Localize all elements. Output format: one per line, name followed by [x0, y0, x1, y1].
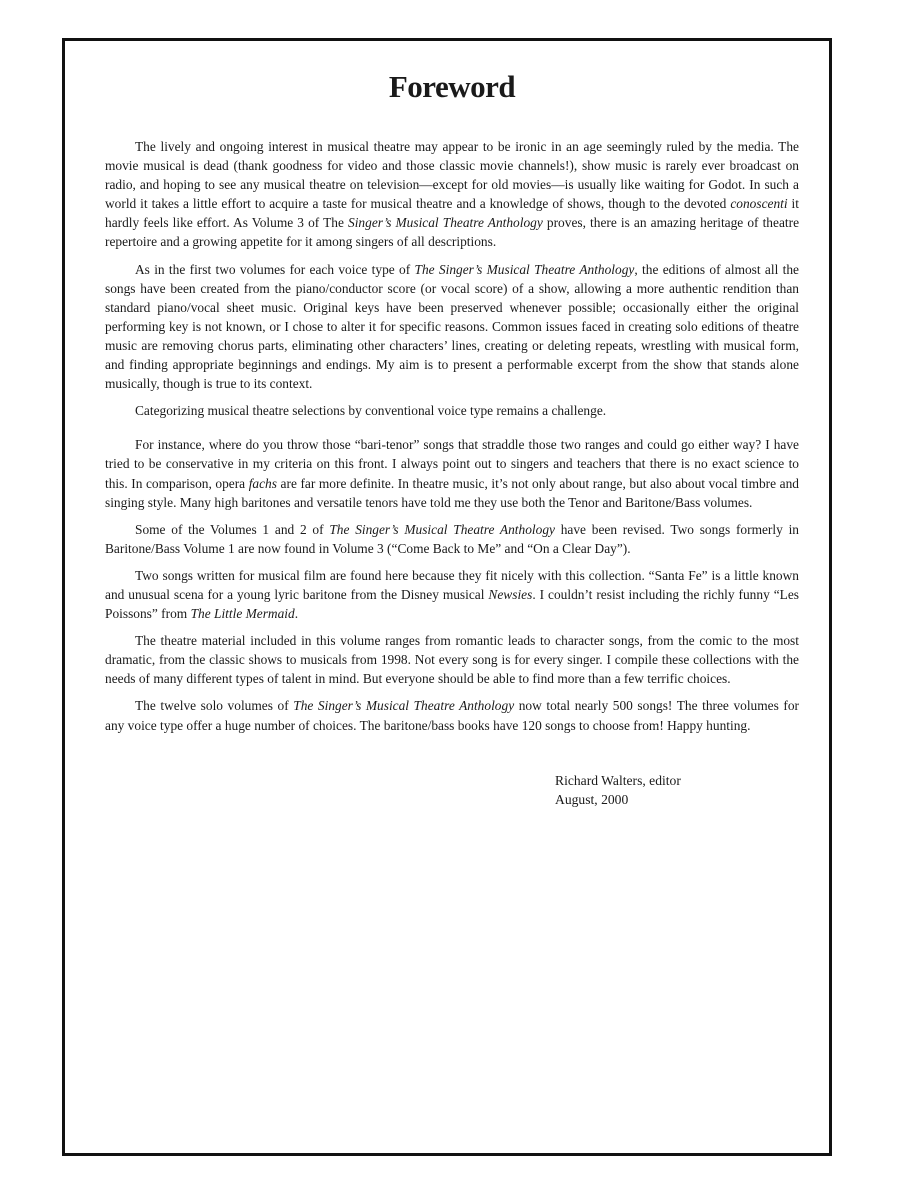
italic-title: The Little Mermaid: [190, 606, 295, 622]
paragraph-6: [105, 566, 799, 623]
paragraph-2: [105, 260, 799, 394]
text-run: .: [294, 606, 299, 622]
text-run: The lively and ongoing interest in musical theatre may appear to be ironic in an age seemingly ruled by the media. The movie musical is dead (thank goodness for video and those classic movie channels!), show music is rarely ever broadcast on radio, and hoping to see any musical theatre on television—except for old movies—is usually like waiting for Godot. In such a world it takes a little effort to acquire a taste for musical theatre and a knowledge of shows, though to the devoted: [105, 139, 799, 212]
signature-block: [555, 771, 799, 809]
paragraph-4: [105, 435, 799, 511]
italic-title: The Singer’s Musical Theatre Anthology: [414, 261, 635, 277]
page-title: Foreword: [388, 69, 516, 104]
italic-title: Singer’s Musical Theatre Anthology: [348, 215, 543, 231]
paragraph-1: [105, 137, 799, 252]
text-run: have been revised. Two songs formerly in Baritone/Bass Volume 1 are now found in Volume 3 (“Come Back to Me” and “On a Clear Day”).: [105, 521, 799, 556]
italic-title: conoscenti: [730, 196, 788, 212]
text-run: Two songs written for musical film are found here because they fit nicely with this collection. “Santa Fe” is a little known and unusual scena for a young lyric baritone from the Disney musical: [105, 567, 799, 602]
text-run: now total nearly 500 songs! The three volumes for any voice type offer a huge number of choices. The baritone/bass books have 120 songs to choose from! Happy hunting.: [105, 698, 800, 733]
signature-name: Richard Walters, editor: [555, 772, 681, 788]
text-run: Some of the Volumes 1 and 2 of: [135, 521, 330, 537]
text-run: . I couldn’t resist including the richly funny “Les Poissons” from: [105, 586, 799, 622]
signature-date: August, 2000: [555, 791, 629, 807]
italic-title: The Singer’s Musical Theatre Anthology: [329, 521, 555, 537]
italic-title: The Singer’s Musical Theatre Anthology: [293, 698, 515, 714]
text-run: Categorizing musical theatre selections by conventional voice type remains a challenge.: [135, 403, 607, 419]
paragraph-7: [105, 631, 799, 688]
text-run: , the editions of almost all the songs have been created from the piano/conductor score (or vocal score) of a show, allowing a more authentic rendition than standard piano/vocal sheet music. Original keys have been preserved whenever possible; occasionally either the original performing key is not known, or I chose to alter it for specific reasons. Common issues faced in creating solo editions of theatre music are removing chorus parts, eliminating other characters’ lines, creating or deleting repeats, wrestling with musical form, and finding appropriate beginnings and endings. My aim is to present a performable excerpt from the show that stands alone musically, though is true to its context.: [105, 261, 799, 392]
foreword-content: [105, 67, 799, 809]
paragraph-8: [105, 696, 799, 734]
text-run: The twelve solo volumes of: [135, 698, 294, 714]
text-run: For instance, where do you throw those “bari-tenor” songs that straddle those two ranges and could go either way? I have tried to be conservative in my criteria on this front. I always point out to singers and teachers that there is no exact science to this. In comparison, opera: [105, 437, 799, 491]
text-run: it hardly feels like effort. As Volume 3 of The: [105, 196, 799, 231]
text-run: are far more definite. In theatre music, it’s not only about range, but also about vocal timbre and singing style. Many high baritones and versatile tenors have told me they use both the Tenor and Baritone/Bass volumes.: [105, 475, 799, 510]
text-run: proves, there is an amazing heritage of theatre repertoire and a growing appetite for it among singers of all descriptions.: [105, 215, 800, 250]
paragraph-5: [105, 520, 799, 558]
text-run: The theatre material included in this volume ranges from romantic leads to character songs, from the comic to the most dramatic, from the classic shows to musicals from 1998. Not every song is for every singer. I compile these collections with the needs of many different types of talent in mind. But everyone should be able to find more than a few terrific choices.: [105, 633, 799, 687]
italic-title: fachs: [248, 475, 277, 491]
page-border: [62, 38, 832, 1156]
paragraph-3: [105, 401, 799, 420]
italic-title: Newsies: [488, 586, 533, 602]
text-run: As in the first two volumes for each voice type of: [135, 261, 415, 277]
